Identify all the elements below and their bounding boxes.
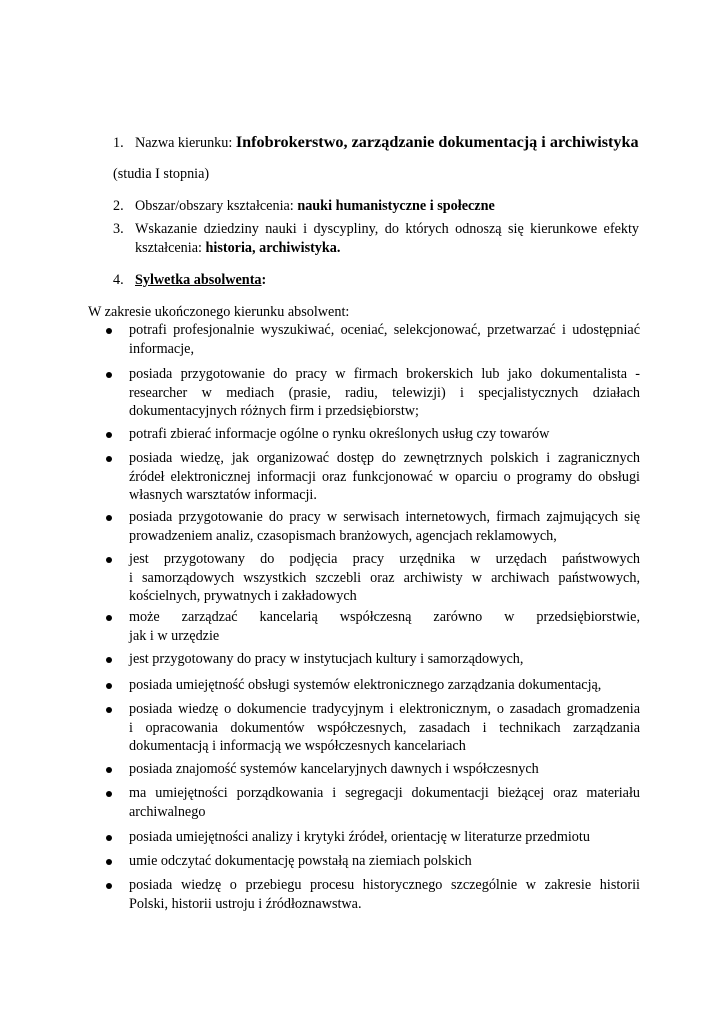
intro-text: W zakresie ukończonego kierunku absolwent: [88, 304, 350, 320]
list-item-line: i samorządowych wszystkich szczebli oraz archiwisty w archiwach państwowych, [129, 569, 640, 586]
section-3-number: 3. [113, 221, 124, 237]
list-item-line: umie odczytać dokumentację powstałą na ziemiach polskich [129, 853, 472, 869]
bullet-dot [106, 515, 112, 521]
list-item-line: researcher w mediach (prasie, radiu, telewizji) i specjalistycznych działach [129, 384, 640, 401]
list-item [129, 784, 640, 821]
list-item [129, 650, 640, 669]
list-item [129, 449, 640, 505]
list-item [129, 608, 640, 645]
section-2-label: Obszar/obszary kształcenia: [135, 198, 298, 214]
section-4-colon: : [261, 272, 267, 288]
section-3-value: historia, archiwistyka. [205, 240, 341, 256]
list-item-line: posiada umiejętności analizy i krytyki źródeł, orientację w literaturze przedmiotu [129, 829, 590, 845]
list-item [129, 365, 640, 421]
list-item-line: potrafi zbierać informacje ogólne o rynku określonych usług czy towarów [129, 426, 550, 442]
list-item-line: jest przygotowany do pracy w instytucjach kultury i samorządowych, [129, 651, 524, 667]
list-item [129, 760, 640, 779]
bullet-dot [106, 557, 112, 563]
bullet-dot [106, 767, 112, 773]
list-item-line: jest przygotowany do podjęcia pracy urzędnika w urzędach państwowych [129, 551, 640, 567]
list-item-line: może zarządzać kancelarią współczesną zarówno w przedsiębiorstwie, [129, 609, 640, 625]
list-item-line: źródeł elektronicznej informacji oraz funkcjonować w oparciu o programy do obsługi [129, 468, 640, 485]
bullet-dot [106, 883, 112, 889]
list-item-line: posiada wiedzę o dokumencie tradycyjnym i elektronicznym, o zasadach gromadzenia [129, 701, 640, 717]
bullet-dot [106, 328, 112, 334]
list-item-line: własnych warsztatów informacji. [129, 487, 317, 503]
section-1-value: Infobrokerstwo, zarządzanie dokumentacją i archiwistyka [235, 133, 639, 151]
section-2-value: nauki humanistyczne i społeczne [297, 198, 495, 214]
bullet-dot [106, 657, 112, 663]
section-4-title: Sylwetka absolwenta [135, 272, 262, 288]
bullet-dot [106, 372, 112, 378]
list-item-line: kościelnych, prywatnych i zakładowych [129, 588, 357, 604]
list-item-line: jak i w urzędzie [129, 627, 220, 644]
list-item [129, 550, 640, 606]
section-3-label: kształcenia: [135, 240, 206, 256]
list-item-line: posiada wiedzę, jak organizować dostęp do zewnętrznych polskich i zagranicznych [129, 450, 640, 466]
bullet-dot [106, 835, 112, 841]
section-1-label: Nazwa kierunku: [135, 135, 236, 151]
bullet-dot [106, 791, 112, 797]
list-item [129, 508, 640, 545]
list-item-line: posiada przygotowanie do pracy w firmach brokerskich lub jako dokumentalista - [129, 366, 640, 382]
section-1-heading [135, 133, 639, 153]
list-item-line: prowadzeniem analiz, czasopismach branżowych, agencjach reklamowych, [129, 527, 557, 544]
list-item [129, 700, 640, 756]
section-3-line-2 [135, 239, 340, 258]
list-item-line: Polski, historii ustroju i źródłoznawstwa. [129, 895, 362, 912]
list-item [129, 852, 640, 871]
list-item-line: potrafi profesjonalnie wyszukiwać, oceniać, selekcjonować, przetwarzać i udostępniać [129, 322, 640, 338]
section-1-number: 1. [113, 135, 124, 151]
list-item [129, 828, 640, 847]
section-4-number: 4. [113, 272, 124, 288]
list-item-line: posiada wiedzę o przebiegu procesu historycznego szczególnie w zakresie historii [129, 877, 640, 893]
section-2-heading [135, 197, 495, 216]
list-item-line: ma umiejętności porządkowania i segregacji dokumentacji bieżącej oraz materiału [129, 785, 640, 801]
list-item [129, 321, 640, 358]
bullet-dot [106, 683, 112, 689]
section-2-number: 2. [113, 198, 124, 214]
list-item [129, 876, 640, 913]
section-1-note: (studia I stopnia) [113, 166, 210, 182]
list-item-line: posiada przygotowanie do pracy w serwisach internetowych, firmach zajmujących się [129, 509, 640, 525]
section-3-line-1: Wskazanie dziedziny nauki i dyscypliny, do których odnoszą się kierunkowe efekty [135, 221, 639, 237]
bullet-dot [106, 456, 112, 462]
list-item-line: posiada znajomość systemów kancelaryjnych dawnych i współczesnych [129, 761, 539, 777]
list-item-line: archiwalnego [129, 803, 206, 820]
list-item-line: informacje, [129, 340, 194, 357]
list-item [129, 676, 640, 695]
bullet-dot [106, 615, 112, 621]
list-item [129, 425, 640, 444]
list-item-line: dokumentacją i informacją we współczesnych kancelariach [129, 738, 466, 754]
section-4-heading [135, 271, 266, 290]
bullet-dot [106, 432, 112, 438]
bullet-dot [106, 707, 112, 713]
bullet-dot [106, 859, 112, 865]
list-item-line: posiada umiejętność obsługi systemów elektronicznego zarządzania dokumentacją, [129, 677, 602, 693]
list-item-line: dokumentacyjnych różnych firm i przedsiębiorstw; [129, 403, 419, 419]
list-item-line: i opracowania dokumentów współczesnych, zasadach i technikach zarządzania [129, 719, 640, 736]
